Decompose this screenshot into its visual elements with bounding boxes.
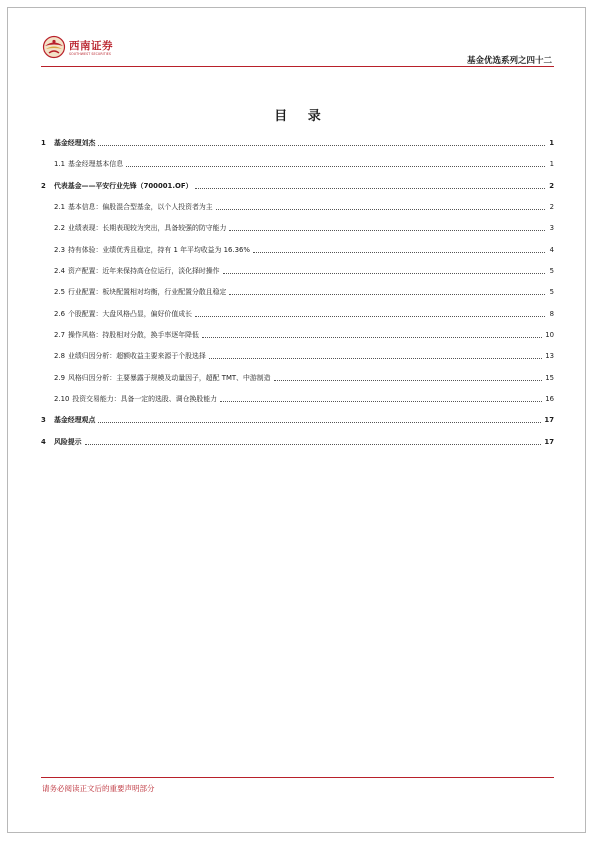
toc-entry-number: 1 <box>41 139 46 147</box>
toc-entry-number: 2.1 <box>54 203 65 211</box>
brand-name-en: SOUTHWEST SECURITIES <box>69 52 112 56</box>
brand-logo <box>42 35 132 61</box>
report-series-title: 基金优选系列之四十二 <box>466 56 552 66</box>
toc-entry[interactable] <box>41 307 554 319</box>
toc-dot-leader <box>195 315 545 317</box>
toc-entry[interactable] <box>41 179 554 191</box>
toc-entry-title: 代表基金——平安行业先锋（700001.OF） <box>54 182 193 190</box>
toc-entry[interactable] <box>41 243 554 255</box>
toc-dot-leader <box>98 144 545 146</box>
toc-entry-page: 2 <box>549 182 554 190</box>
toc-dot-leader <box>216 208 545 210</box>
toc-dot-leader <box>229 229 545 231</box>
toc-dot-leader <box>223 272 545 274</box>
toc-entry-title: 个股配置：大盘风格凸显，偏好价值成长 <box>67 310 192 318</box>
toc-entry-title: 持有体验：业绩优秀且稳定，持有 1 年平均收益为 16.36% <box>67 246 250 254</box>
toc-entry[interactable] <box>41 157 554 169</box>
brand-name: 西南证券 <box>69 40 113 52</box>
toc-dot-leader <box>195 187 545 189</box>
toc-entry-page: 16 <box>545 395 554 403</box>
toc-entry-number: 2.7 <box>54 331 65 339</box>
toc-entry-number: 2.4 <box>54 267 65 275</box>
toc-entry-title: 操作风格：持股相对分散，换手率逐年降低 <box>67 331 199 339</box>
toc-dot-leader <box>220 400 542 402</box>
toc-entry-page: 2 <box>549 203 554 211</box>
toc-entry-title: 风格归因分析：主要暴露于规模及动量因子，超配 TMT、中游制造 <box>67 374 271 382</box>
toc-entry-title: 基金经理刘杰 <box>54 139 96 147</box>
toc-entry-page: 5 <box>549 288 554 296</box>
toc-entry-number: 1.1 <box>54 160 65 168</box>
footer-divider <box>41 777 554 778</box>
toc-entry-number: 2.3 <box>54 246 65 254</box>
toc-entry-title: 资产配置：近年来保持高仓位运行，淡化择时操作 <box>67 267 220 275</box>
toc-entry[interactable] <box>41 264 554 276</box>
toc-entry[interactable] <box>41 349 554 361</box>
toc-entry[interactable] <box>41 200 554 212</box>
toc-entry-title: 业绩表现：长期表现较为突出，具备较强的防守能力 <box>67 224 227 232</box>
toc-entry-title: 基金经理基本信息 <box>67 160 124 168</box>
toc-entry-title: 投资交易能力：具备一定的选股、调仓换股能力 <box>72 395 218 403</box>
toc-entry[interactable] <box>41 221 554 233</box>
toc-entry-page: 10 <box>545 331 554 339</box>
toc-dot-leader <box>253 251 545 253</box>
toc-entry-number: 2.10 <box>54 395 70 403</box>
toc-entry[interactable] <box>41 328 554 340</box>
toc-entry-number: 2.2 <box>54 224 65 232</box>
toc-entry[interactable] <box>41 435 554 447</box>
toc-dot-leader <box>98 421 541 423</box>
toc-entry-page: 8 <box>549 310 554 318</box>
toc-entry[interactable] <box>41 413 554 425</box>
toc-heading: 目 录 <box>274 109 329 124</box>
toc-entry-title: 风险提示 <box>54 438 82 446</box>
toc-entry-number: 4 <box>41 438 46 446</box>
toc-entry-page: 13 <box>545 352 554 360</box>
header-divider <box>41 66 554 67</box>
toc-entry-number: 2 <box>41 182 46 190</box>
toc-entry-page: 3 <box>549 224 554 232</box>
toc-entry-title: 基金经理观点 <box>54 416 96 424</box>
toc-entry[interactable] <box>41 285 554 297</box>
toc-entry-page: 17 <box>544 416 554 424</box>
toc-entry-page: 5 <box>549 267 554 275</box>
toc-dot-leader <box>209 357 542 359</box>
toc-entry-title: 行业配置：板块配置相对均衡，行业配置分散且稳定 <box>67 288 227 296</box>
toc-dot-leader <box>229 293 545 295</box>
toc-entry-number: 2.5 <box>54 288 65 296</box>
footer-disclaimer-note: 请务必阅读正文后的重要声明部分 <box>42 784 155 793</box>
toc-dot-leader <box>202 336 542 338</box>
brand-logo-icon <box>42 35 66 59</box>
toc-entry-title: 业绩归因分析：超额收益主要来源于个股选择 <box>67 352 206 360</box>
toc-entry-page: 17 <box>544 438 554 446</box>
toc-dot-leader <box>126 165 545 167</box>
toc-entry-page: 1 <box>549 139 554 147</box>
toc-entry-title: 基本信息：偏股混合型基金，以个人投资者为主 <box>67 203 213 211</box>
toc-entry-number: 2.9 <box>54 374 65 382</box>
toc-entry[interactable] <box>41 371 554 383</box>
toc-entry-number: 2.8 <box>54 352 65 360</box>
toc-dot-leader <box>274 379 543 381</box>
toc-entry-page: 15 <box>545 374 554 382</box>
toc-dot-leader <box>85 443 542 445</box>
toc-entry-number: 3 <box>41 416 46 424</box>
toc-entry[interactable] <box>41 392 554 404</box>
toc-entry-page: 4 <box>549 246 554 254</box>
toc-entry-number: 2.6 <box>54 310 65 318</box>
toc-entry[interactable] <box>41 136 554 148</box>
toc-entry-page: 1 <box>549 160 554 168</box>
